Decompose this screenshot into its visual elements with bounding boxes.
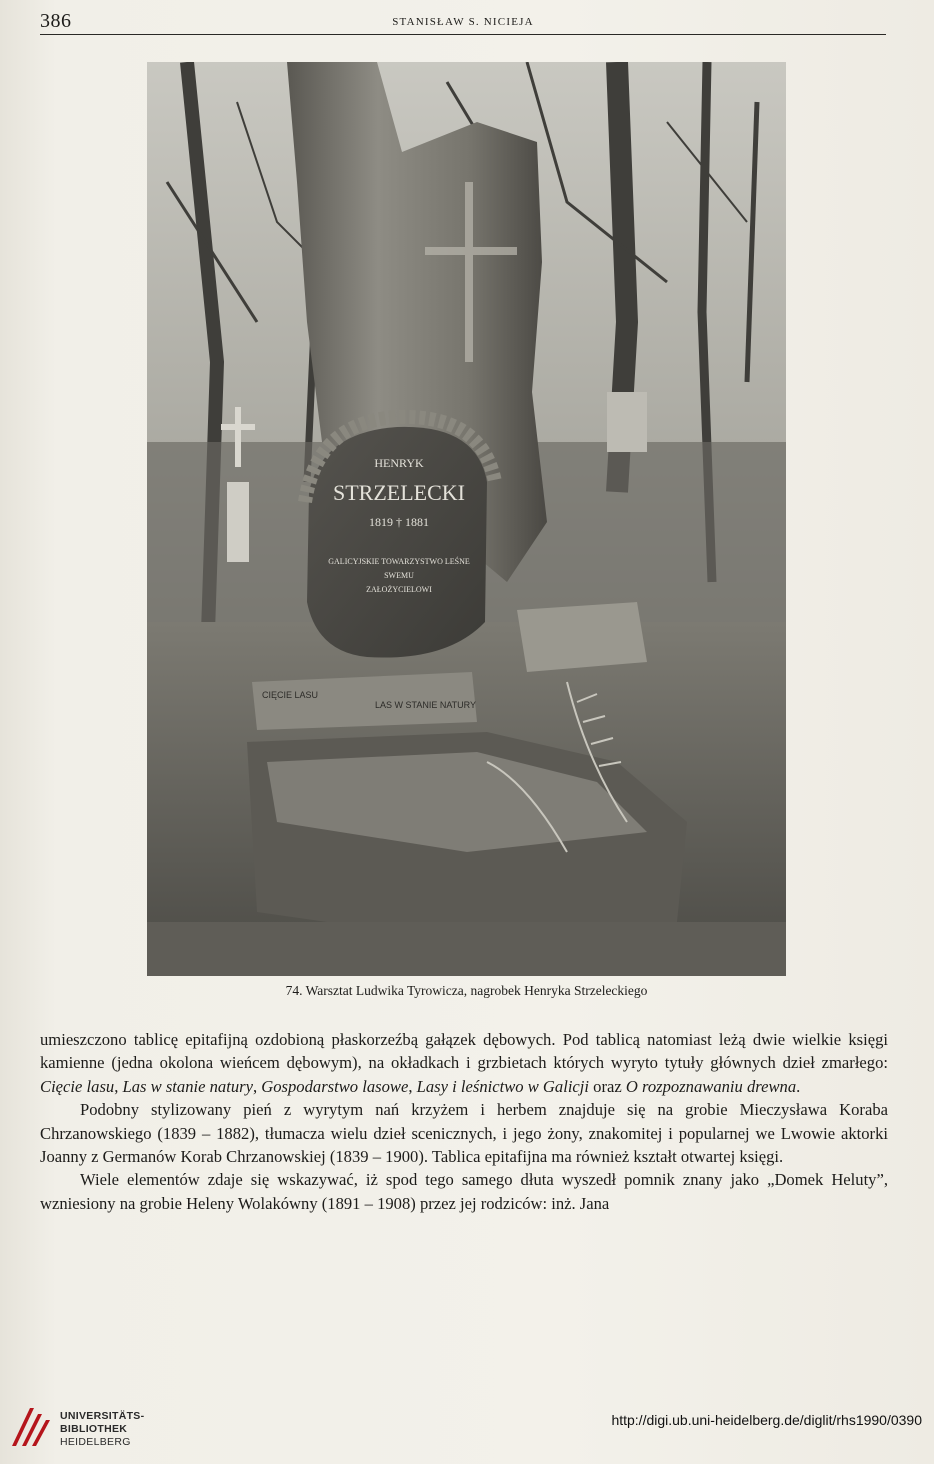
inscription-dedication-2: SWEMU [384, 571, 414, 580]
inscription-dedication-3: ZAŁOŻYCIELOWI [366, 585, 432, 594]
inscription-book-2: LAS W STANIE NATURY [375, 700, 477, 710]
body-text [40, 1028, 888, 1215]
stone-book-right [517, 602, 647, 672]
page-number: 386 [40, 10, 72, 32]
sentence-end: . [796, 1076, 801, 1096]
inscription-name-last: STRZELECKI [333, 480, 465, 505]
title-ciecie-lasu: Cięcie lasu [40, 1076, 115, 1096]
title-gospodarstwo-lasowe: Gospodarstwo lasowe [261, 1076, 409, 1096]
paragraph-1-text: umieszczono tablicę epitafijną ozdobioną płaskorzeźbą gałązek dębowych. Pod tablicą natomiast leżą dwie wielkie księgi kamienne (jedna okolona wieńcem dębowym), na okładkach i grzbietach których wyryto tytuły głównych dzieł zmarłego: [40, 1030, 888, 1073]
library-logo-icon [10, 1406, 52, 1448]
leaf-litter [147, 922, 786, 976]
inscription-years: 1819 † 1881 [369, 515, 429, 529]
logo-text-line-1: UNIVERSITÄTS- [60, 1410, 145, 1422]
separator: oraz [589, 1076, 626, 1096]
title-o-rozpoznawaniu-drewna: O rozpoznawaniu drewna [625, 1076, 797, 1096]
running-head: STANISŁAW S. NICIEJA [392, 16, 534, 28]
tombstone-photograph [147, 62, 786, 976]
separator: , [252, 1076, 262, 1096]
separator: , [408, 1076, 417, 1096]
logo-text-line-3: HEIDELBERG [60, 1436, 131, 1448]
title-lasy-i-lesnictwo: Lasy i leśnictwo w Galicji [416, 1076, 590, 1096]
paragraph-3: Wiele elementów zdaje się wskazywać, iż spod tego samego dłuta wyszedł pomnik znany jako „Domek Heluty”, wzniesiony na grobie Heleny Wolakówny (1891 – 1908) przez jej rodziców: inż. Jana [40, 1170, 888, 1213]
page-header [40, 10, 886, 35]
separator: , [114, 1076, 123, 1096]
figure-caption: 74. Warsztat Ludwika Tyrowicza, nagrobek Henryka Strzeleckiego [285, 983, 648, 998]
library-logo[interactable] [10, 1406, 230, 1456]
paragraph-1 [40, 1028, 888, 1098]
source-url-link[interactable]: http://digi.ub.uni-heidelberg.de/diglit/rhs1990/0390 [611, 1412, 922, 1428]
inscription-name-first: HENRYK [374, 456, 424, 470]
title-las-w-stanie-natury: Las w stanie natury [122, 1076, 253, 1096]
inscription-book-1: CIĘCIE LASU [262, 690, 319, 700]
inscription-dedication-1: GALICYJSKIE TOWARZYSTWO LEŚNE [328, 557, 470, 566]
paragraph-2: Podobny stylizowany pień z wyrytym nań krzyżem i herbem znajduje się na grobie Mieczysława Koraba Chrzanowskiego (1839 – 1882), tłumacza wielu dzieł scenicznych, i jego żony, znakomitej i popularnej we Lwowie aktorki Joanny z Germanów Korab Chrzanowskiej (1839 – 1900). Tablica epitafijna ma również kształt otwartej księgi. [40, 1100, 888, 1167]
logo-text-line-2: BIBLIOTHEK [60, 1423, 128, 1435]
